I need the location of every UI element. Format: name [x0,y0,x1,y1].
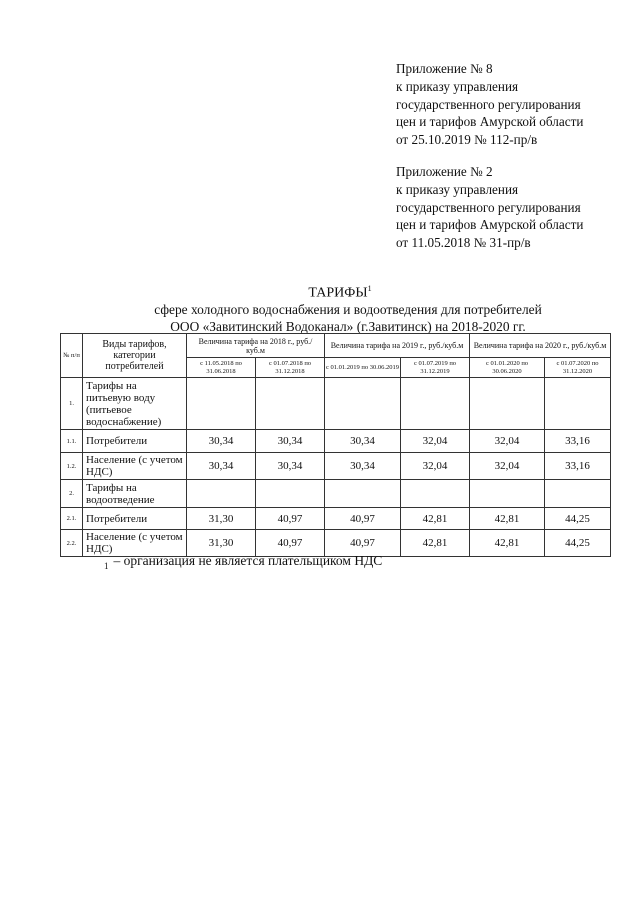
header-year-2018: Величина тарифа на 2018 г., руб./куб.м [187,334,325,358]
row-value: 40,97 [325,530,401,557]
period-header: с 01.01.2020 по 30.06.2020 [470,358,545,378]
period-header: с 01.07.2019 по 31.12.2019 [401,358,470,378]
row-value: 30,34 [256,430,325,453]
row-value [187,378,256,430]
footnote-marker: 1 [104,561,109,571]
row-value: 31,30 [187,508,256,530]
tariff-table [60,333,611,557]
period-header: с 01.07.2018 по 31.12.2018 [256,358,325,378]
header-kind: Виды тарифов, категории потребителей [83,334,187,378]
row-value: 42,81 [401,530,470,557]
appendix-2-line: к приказу управления [396,181,519,197]
row-value: 32,04 [401,430,470,453]
row-value: 33,16 [545,453,611,480]
header-year-2020: Величина тарифа на 2020 г., руб./куб.м [470,334,611,358]
row-name: Потребители [83,508,187,530]
row-value [325,378,401,430]
row-value: 42,81 [401,508,470,530]
row-name: Потребители [83,430,187,453]
appendix-8-block [396,60,583,149]
header-num: № п/п [61,334,83,378]
document-subtitle [0,301,640,335]
row-name: Тарифы на водоотведение [83,480,187,508]
appendix-8-line: цен и тарифов Амурской области [396,114,584,130]
table-header-row [61,334,611,358]
row-name: Население (с учетом НДС) [83,453,187,480]
appendix-8-line: от 25.10.2019 № 112-пр/в [396,132,538,148]
row-value: 42,81 [470,530,545,557]
header-year-2019: Величина тарифа на 2019 г., руб./куб.м [325,334,470,358]
row-value: 32,04 [470,430,545,453]
row-number: 2.1. [61,508,83,530]
table-row [61,430,611,453]
row-value: 40,97 [256,508,325,530]
row-value: 40,97 [256,530,325,557]
appendix-8-line: Приложение № 8 [396,61,493,76]
row-value [256,480,325,508]
row-name: Население (с учетом НДС) [83,530,187,557]
row-value: 32,04 [470,453,545,480]
row-value: 30,34 [325,453,401,480]
subtitle-line: ООО «Завитинский Водоканал» (г.Завитинск) на 2018-2020 гг. [170,319,526,334]
row-value: 30,34 [256,453,325,480]
subtitle-line: сфере холодного водоснабжения и водоотведения для потребителей [154,302,542,317]
footnote-text: – организация не является плательщиком НДС [113,553,383,568]
appendix-2-line: Приложение № 2 [396,164,493,179]
title-footnote-marker: 1 [367,284,372,293]
row-value: 44,25 [545,530,611,557]
appendix-2-line: цен и тарифов Амурской области [396,217,584,233]
row-value [187,480,256,508]
row-value: 40,97 [325,508,401,530]
row-value [401,378,470,430]
row-value: 31,30 [187,530,256,557]
row-value [325,480,401,508]
row-number: 1.1. [61,430,83,453]
row-value [545,378,611,430]
appendix-8-line: к приказу управления [396,78,519,94]
row-value [256,378,325,430]
period-header: с 11.05.2018 по 31.06.2018 [187,358,256,378]
document-title [0,284,640,302]
appendix-2-line: государственного регулирования [396,199,581,215]
row-number: 2.2. [61,530,83,557]
table-row [61,453,611,480]
appendix-2-block [396,163,583,252]
footnote [104,553,382,569]
table-row [61,480,611,508]
row-value: 32,04 [401,453,470,480]
table-row [61,508,611,530]
row-number: 2. [61,480,83,508]
row-value [470,378,545,430]
title-text: ТАРИФЫ [308,285,368,301]
row-value: 44,25 [545,508,611,530]
row-value: 30,34 [325,430,401,453]
row-value: 42,81 [470,508,545,530]
row-name: Тарифы на питьевую воду (питьевое водоснабжение) [83,378,187,430]
row-value: 30,34 [187,453,256,480]
period-header: с 01.07.2020 по 31.12.2020 [545,358,611,378]
row-value: 30,34 [187,430,256,453]
row-number: 1.2. [61,453,83,480]
row-value [401,480,470,508]
row-number: 1. [61,378,83,430]
row-value [545,480,611,508]
appendix-2-line: от 11.05.2018 № 31-пр/в [396,235,531,251]
row-value [470,480,545,508]
table-row [61,378,611,430]
period-header: с 01.01.2019 по 30.06.2019 [325,358,401,378]
appendix-8-line: государственного регулирования [396,96,581,112]
row-value: 33,16 [545,430,611,453]
